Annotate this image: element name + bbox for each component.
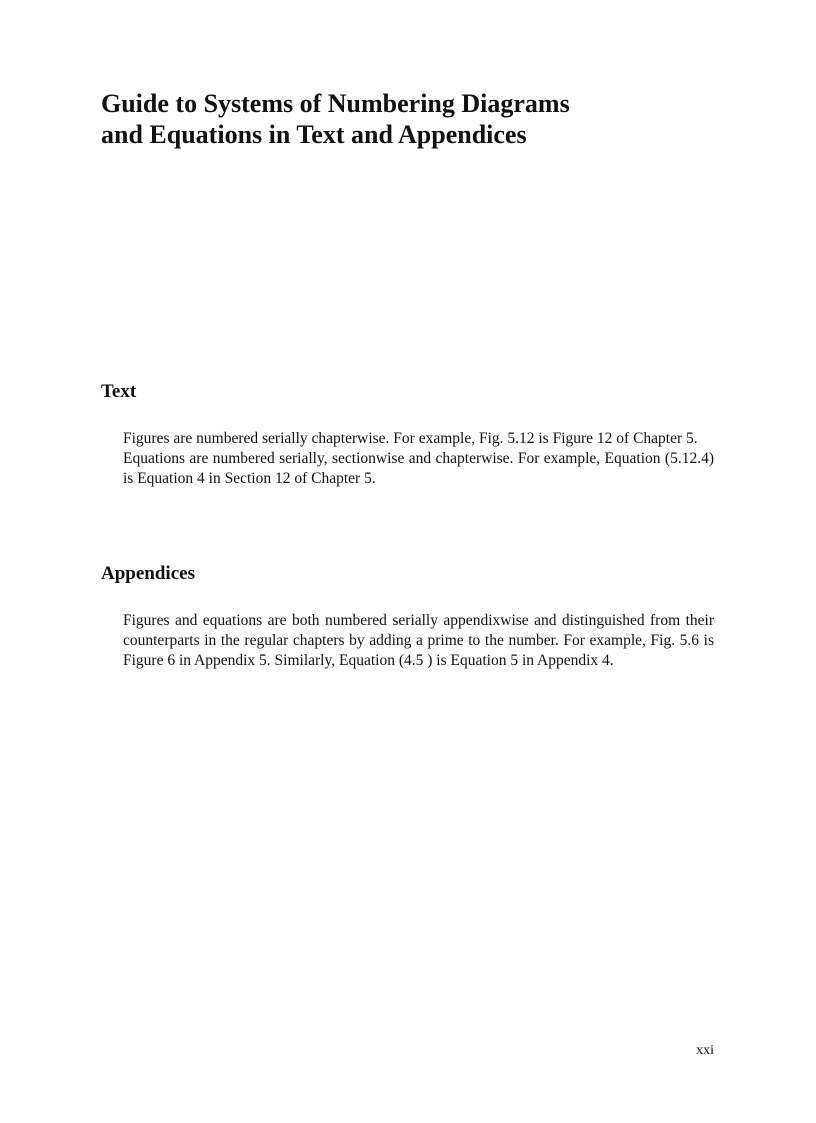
page-title-line-2: and Equations in Text and Appendices	[101, 120, 527, 149]
section-body-text	[123, 429, 714, 489]
page-title	[101, 88, 721, 150]
section-body-appendices	[123, 611, 714, 671]
section-heading-appendices: Appendices	[101, 563, 195, 584]
paragraph-figures-numbering: Figures are numbered serially chapterwise. For example, Fig. 5.12 is Figure 12 of Chapter 5.	[123, 430, 698, 447]
page-number: xxi	[696, 1043, 714, 1058]
paragraph-equations-numbering: Equations are numbered serially, sectionwise and chapterwise. For example, Equation (5.12.4) is Equation 4 in Section 12 of Chapter 5.	[123, 450, 714, 487]
paragraph-appendix-numbering: Figures and equations are both numbered serially appendixwise and distinguished from their counterparts in the regular chapters by adding a prime to the number. For example, Fig. 5.6 is Figure 6 in Appendix 5. Similarly, Equation (4.5 ) is Equation 5 in Appendix 4.	[123, 612, 714, 669]
page-title-line-1: Guide to Systems of Numbering Diagrams	[101, 89, 570, 118]
section-heading-text: Text	[101, 381, 137, 402]
